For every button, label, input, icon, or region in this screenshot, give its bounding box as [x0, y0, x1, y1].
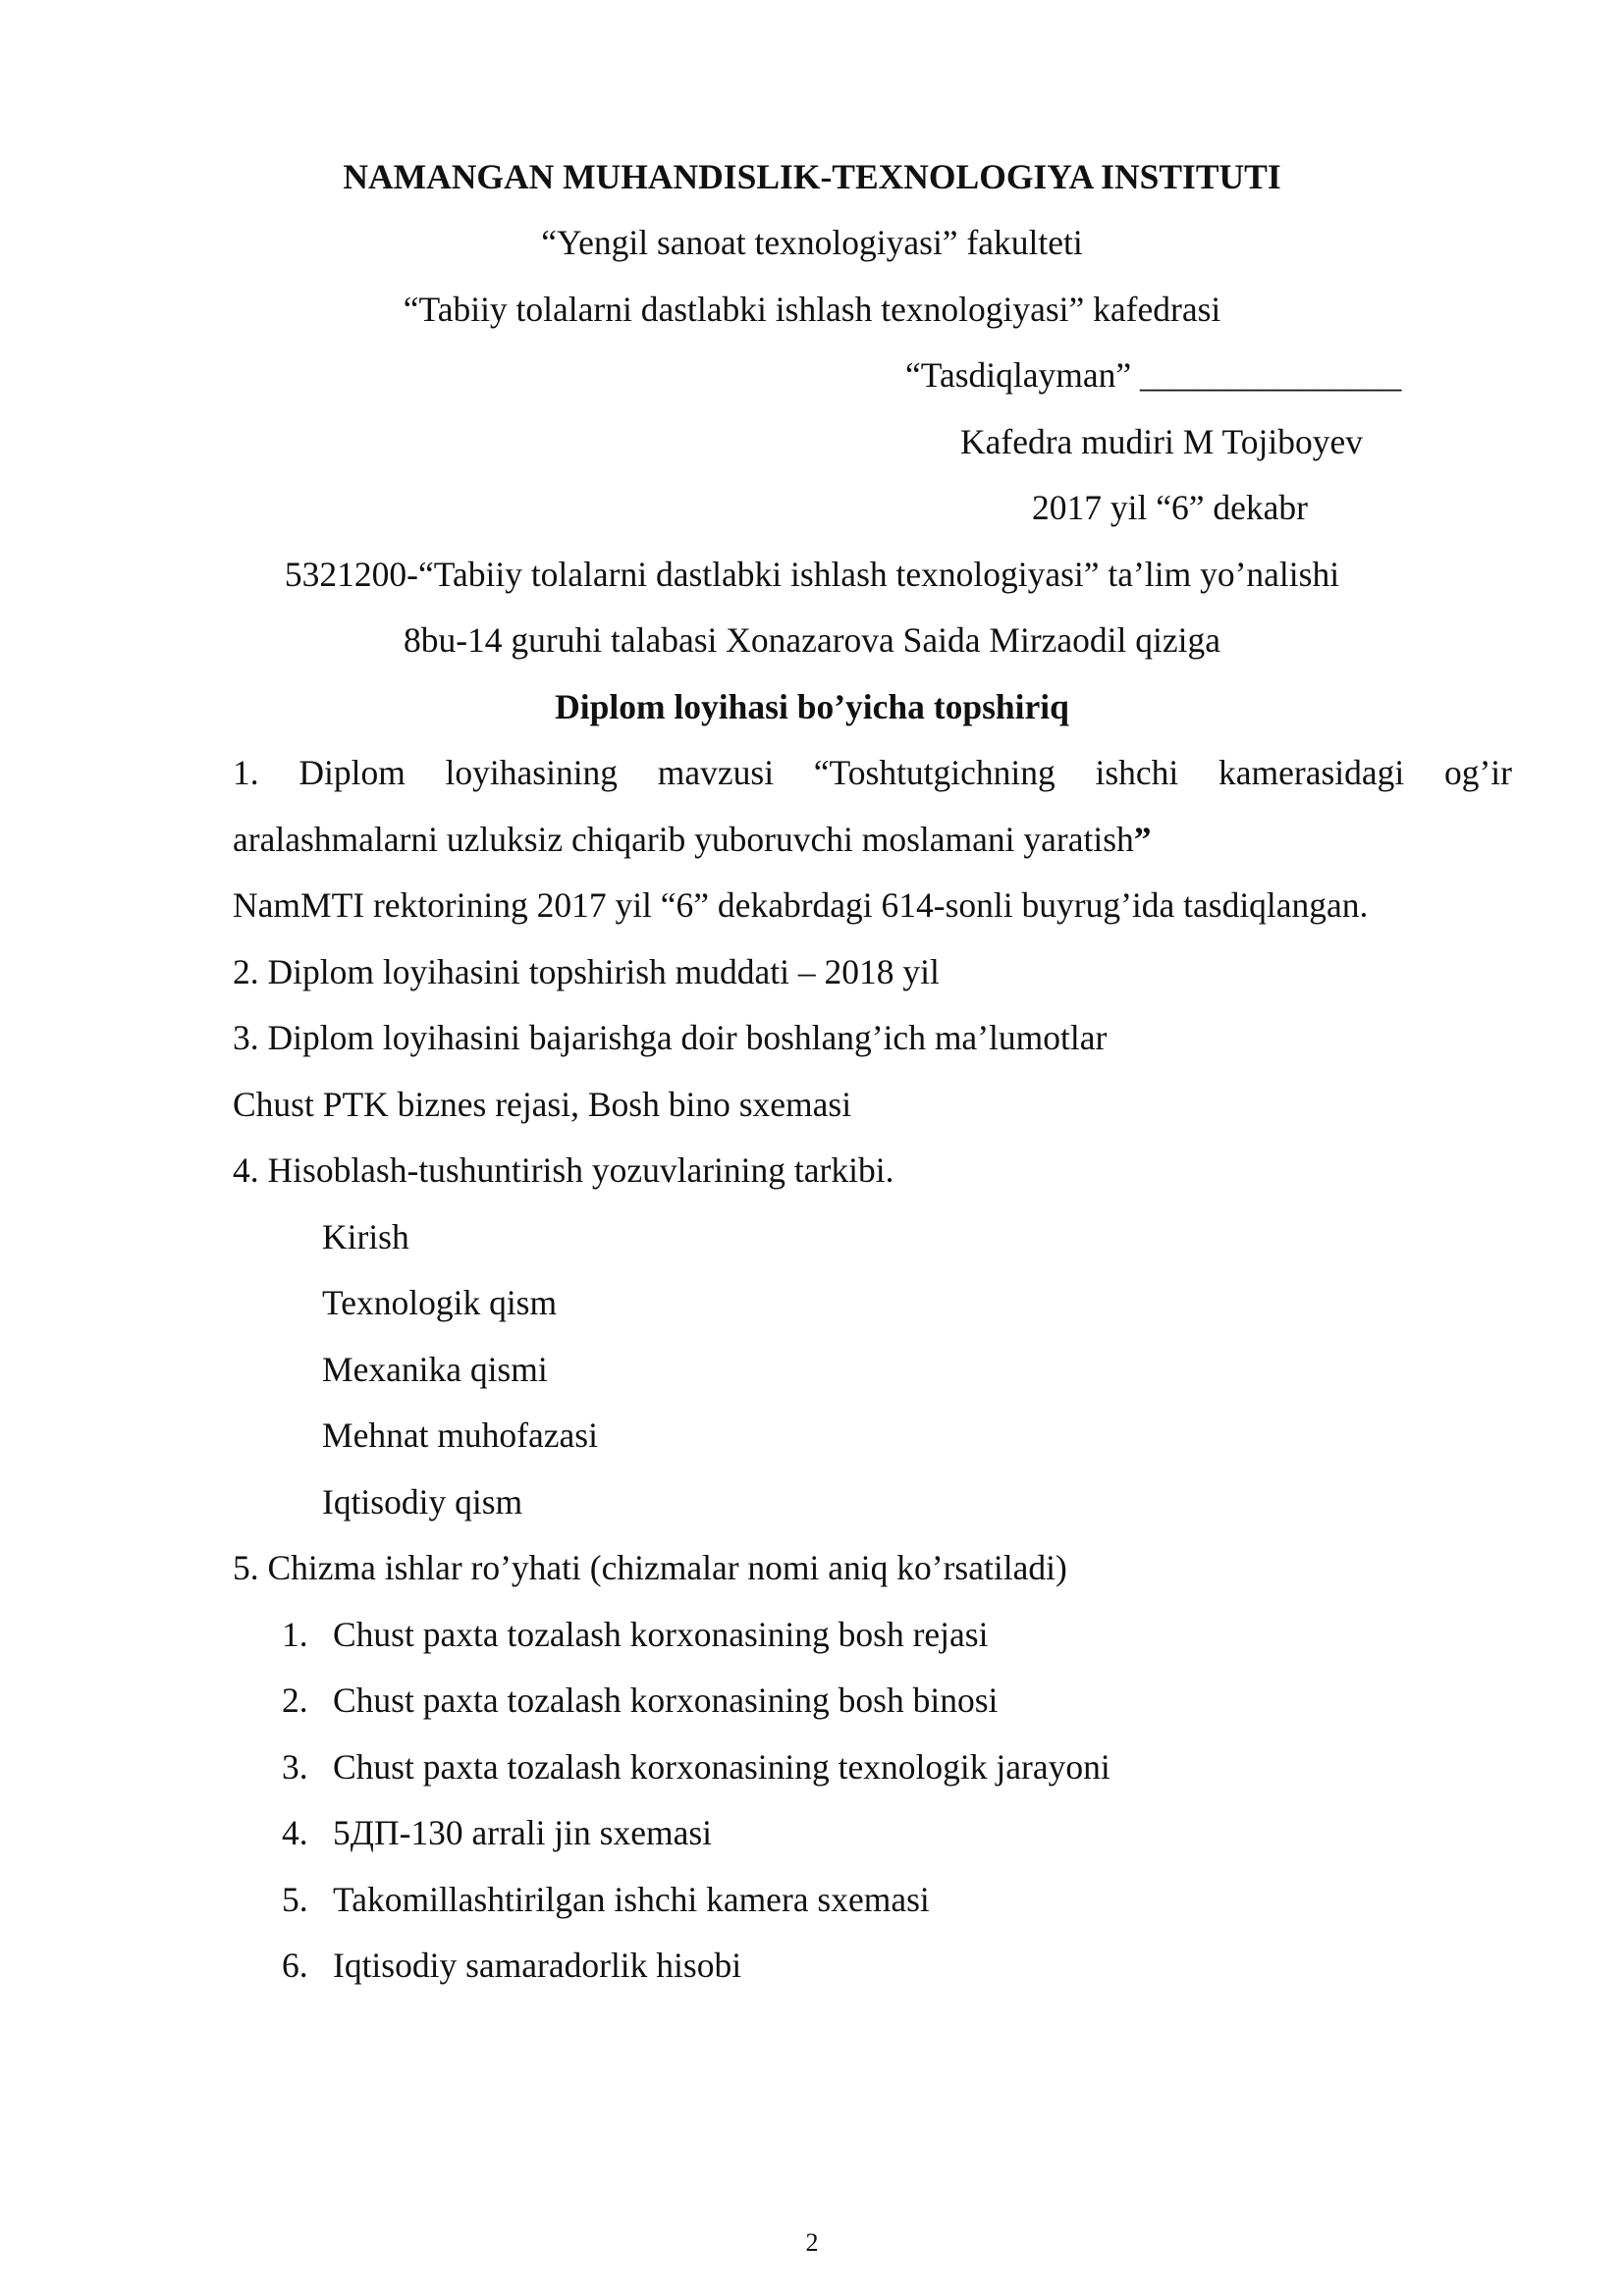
- item-3: 3. Diplom loyihasini bajarishga doir boshlang’ich ma’lumotlar: [233, 1018, 1108, 1057]
- item-2: 2. Diplom loyihasini topshirish muddati – 2018 yil: [233, 952, 940, 991]
- item-5: 5. Chizma ishlar ro’yhati (chizmalar nomi aniq ko’rsatiladi): [233, 1548, 1067, 1587]
- department-head: Kafedra mudiri M Tojiboyev: [960, 422, 1363, 461]
- contents-item: Iqtisodiy qism: [322, 1482, 523, 1522]
- item-1-line-2-text: aralashmalarni uzluksiz chiqarib yuboruvchi moslamani yaratish: [233, 820, 1134, 859]
- contents-item: Texnologik qism: [322, 1283, 558, 1322]
- order-line: NamMTI rektorining 2017 yil “6” dekabrdagi 614-sonli buyrug’ida tasdiqlangan.: [233, 885, 1369, 925]
- drawing-title: Iqtisodiy samaradorlik hisobi: [333, 1946, 742, 1985]
- drawing-list-item: [282, 1880, 930, 1919]
- contents-item: Mehnat muhofazasi: [322, 1415, 598, 1455]
- drawing-list-item: [282, 1683, 998, 1719]
- drawing-title: Chust paxta tozalash korxonasining bosh rejasi: [333, 1615, 989, 1654]
- approval-date: 2017 yil “6” dekabr: [1032, 488, 1308, 527]
- list-number: 2.: [282, 1681, 308, 1720]
- student-line: 8bu-14 guruhi talabasi Xonazarova Saida Mirzaodil qiziga: [403, 620, 1220, 660]
- list-number: 6.: [282, 1946, 308, 1985]
- approval-line: “Tasdiqlayman” _______________: [905, 355, 1402, 395]
- list-number: 4.: [282, 1813, 308, 1852]
- assignment-title: Diplom loyihasi bo’yicha topshiriq: [555, 687, 1069, 726]
- item-1-line-1: 1. Diplom loyihasining mavzusi “Toshtutgichning ishchi kamerasidagi og’ir: [233, 753, 1512, 792]
- department-name: “Tabiiy tolalarni dastlabki ishlash texnologiyasi” kafedrasi: [403, 290, 1221, 329]
- list-number: 3.: [282, 1747, 308, 1787]
- drawing-list-item: [282, 1615, 989, 1654]
- item-1-line-2: [233, 820, 1152, 859]
- institute-title: NAMANGAN MUHANDISLIK-TEXNOLOGIYA INSTITUTI: [343, 157, 1281, 196]
- closing-quote: ”: [1133, 820, 1152, 859]
- item-4: 4. Hisoblash-tushuntirish yozuvlarining tarkibi.: [233, 1150, 894, 1190]
- drawing-list-item: [282, 1946, 742, 1985]
- list-number: 1.: [282, 1615, 308, 1654]
- item-3-data: Chust PTK biznes rejasi, Bosh bino sxemasi: [233, 1085, 852, 1124]
- drawing-title: Chust paxta tozalash korxonasining bosh binosi: [333, 1681, 999, 1720]
- drawing-title: 5ДП-130 arrali jin sxemasi: [333, 1813, 713, 1852]
- drawing-list-item: [282, 1813, 713, 1852]
- contents-item: Kirish: [322, 1217, 409, 1256]
- drawing-list-item: [282, 1747, 1110, 1787]
- drawing-title: Takomillashtirilgan ishchi kamera sxemasi: [333, 1880, 930, 1919]
- list-number: 5.: [282, 1880, 308, 1919]
- contents-item: Mexanika qismi: [322, 1350, 548, 1389]
- page-number: 2: [805, 2228, 819, 2257]
- drawing-title: Chust paxta tozalash korxonasining texnologik jarayoni: [333, 1747, 1110, 1787]
- specialty-line: 5321200-“Tabiiy tolalarni dastlabki ishlash texnologiyasi” ta’lim yo’nalishi: [284, 555, 1340, 594]
- faculty-name: “Yengil sanoat texnologiyasi” fakulteti: [541, 223, 1083, 262]
